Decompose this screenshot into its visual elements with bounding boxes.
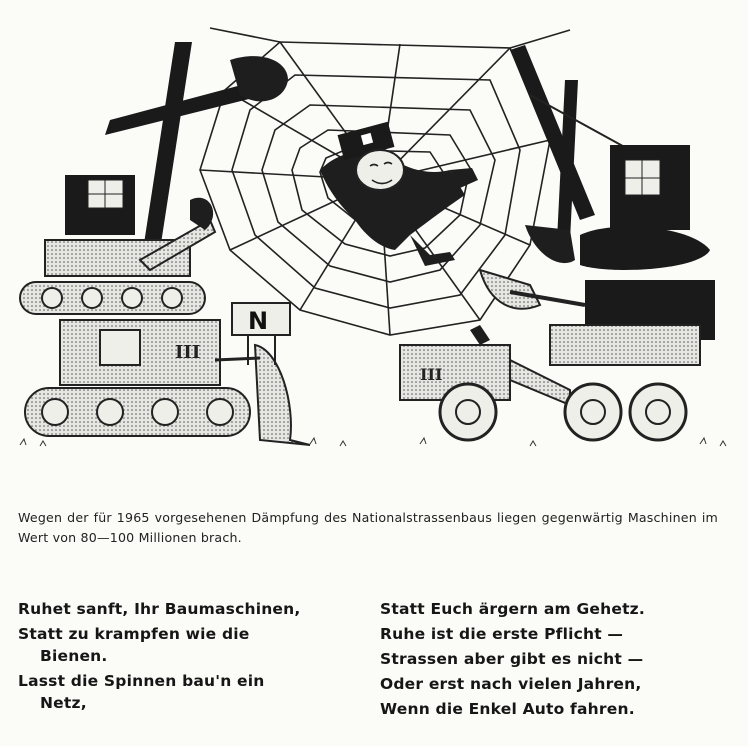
cartoon-illustration [10, 20, 738, 460]
poem-left-column [18, 598, 358, 717]
poem-line: Ruhe ist die erste Pflicht — [380, 625, 624, 643]
poem-line: Bienen. [40, 647, 108, 665]
poem-line: Statt Euch ärgern am Gehetz. [380, 600, 645, 618]
loader-grille: III [420, 365, 443, 384]
poem-line: Oder erst nach vielen Jahren, [380, 675, 642, 693]
sign-letter: N [248, 307, 269, 335]
poem-line: Ruhet sanft, Ihr Baumaschinen, [18, 600, 301, 618]
poem-line: Strassen aber gibt es nicht — [380, 650, 644, 668]
ground-grass [20, 438, 726, 446]
poem-line: Statt zu krampfen wie die [18, 625, 250, 643]
poem-right-column [380, 598, 740, 723]
poem-line: Lasst die Spinnen bau'n ein [18, 672, 265, 690]
bulldozer [25, 320, 310, 445]
left-excavator [20, 42, 288, 314]
dozer-grille: III [175, 342, 201, 363]
caption: Wegen der für 1965 vorgesehenen Dämpfung des Nationalstrassenbaus liegen gegenwärtig Maschinen im Wert von 80—100 Millionen brach. [18, 510, 718, 545]
poem-line: Wenn die Enkel Auto fahren. [380, 700, 635, 718]
poem-line: Netz, [40, 694, 87, 712]
